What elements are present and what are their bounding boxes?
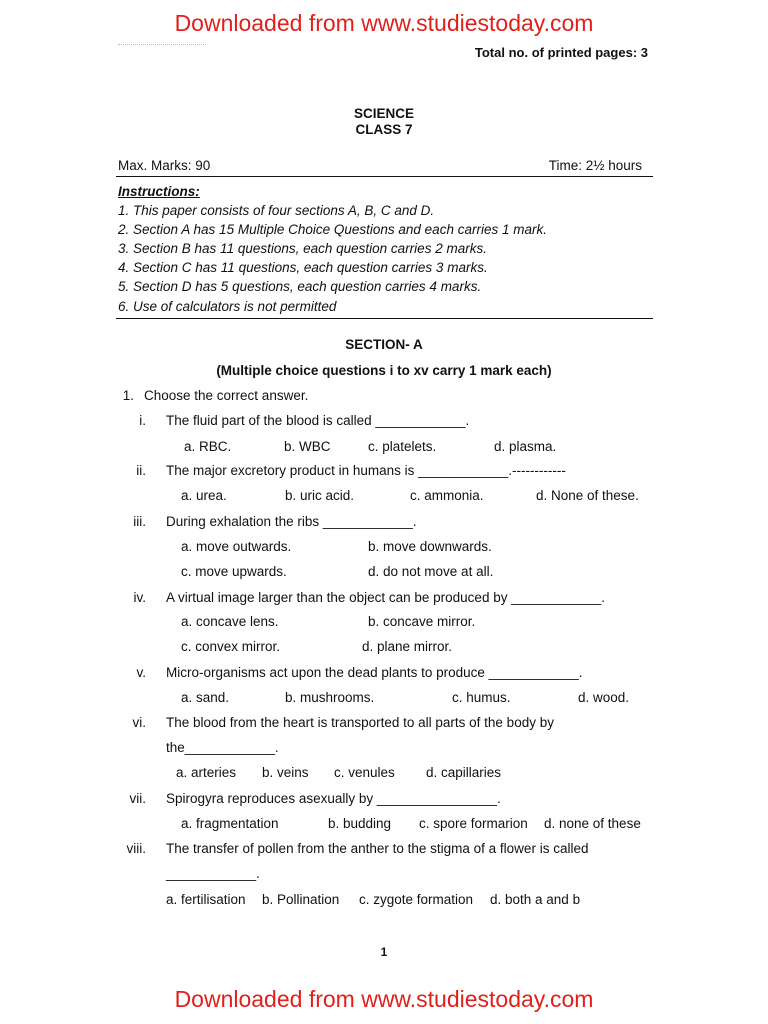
option: d. wood. — [578, 690, 630, 705]
subject-title: SCIENCE — [353, 106, 414, 121]
instructions-heading: Instructions: — [118, 184, 200, 199]
question-number: ii. — [136, 463, 146, 478]
question-text-continued: the____________. — [166, 740, 279, 755]
option: a. RBC. — [184, 439, 232, 454]
option: b. WBC — [284, 439, 331, 454]
printed-pages-note: Total no. of printed pages: 3 — [474, 45, 648, 60]
page-number: 1 — [380, 945, 388, 959]
instruction-item: 4. Section C has 11 questions, each question carries 3 marks. — [118, 260, 488, 275]
option: c. spore formarion — [419, 816, 528, 831]
option: a. urea. — [181, 488, 227, 503]
option: c. platelets. — [368, 439, 437, 454]
option: a. arteries — [176, 765, 237, 780]
question-text: Micro-organisms act upon the dead plants to produce ____________. — [166, 665, 583, 680]
question-number: vii. — [129, 791, 146, 806]
instruction-item: 3. Section B has 11 questions, each question carries 2 marks. — [118, 241, 487, 256]
option: c. zygote formation — [359, 892, 474, 907]
section-title: SECTION- A — [345, 337, 423, 352]
option: b. concave mirror. — [368, 614, 476, 629]
instruction-item: 1. This paper consists of four sections A, B, C and D. — [118, 203, 435, 218]
question-text: Spirogyra reproduces asexually by ________________. — [166, 791, 501, 806]
option: b. budding — [328, 816, 392, 831]
question-number: i. — [139, 413, 146, 428]
option: d. do not move at all. — [368, 564, 494, 579]
question-number: iv. — [133, 590, 146, 605]
time-allowed: Time: 2½ hours — [548, 158, 642, 173]
option: d. none of these — [544, 816, 641, 831]
option: b. move downwards. — [368, 539, 492, 554]
question-number: 1. — [122, 388, 134, 403]
instruction-item: 2. Section A has 15 Multiple Choice Questions and each carries 1 mark. — [118, 222, 547, 237]
option: c. humus. — [452, 690, 511, 705]
class-title: CLASS 7 — [355, 122, 413, 137]
question-text: During exhalation the ribs ____________. — [166, 514, 417, 529]
option: d. None of these. — [536, 488, 639, 503]
option: a. fragmentation — [181, 816, 279, 831]
option: b. mushrooms. — [285, 690, 375, 705]
option: b. uric acid. — [285, 488, 355, 503]
header-divider — [116, 176, 653, 177]
option: c. ammonia. — [410, 488, 484, 503]
option: c. convex mirror. — [181, 639, 281, 654]
option: c. venules — [334, 765, 395, 780]
option: c. move upwards. — [181, 564, 287, 579]
question-text: The major excretory product in humans is ____________.------------ — [166, 463, 566, 478]
option: a. fertilisation — [166, 892, 246, 907]
option: b. Pollination — [262, 892, 340, 907]
option: d. plane mirror. — [362, 639, 453, 654]
option: a. concave lens. — [181, 614, 279, 629]
instruction-item: 5. Section D has 5 questions, each question carries 4 marks. — [118, 279, 482, 294]
question-text: A virtual image larger than the object can be produced by ____________. — [166, 590, 606, 605]
question-number: iii. — [133, 514, 146, 529]
option: a. move outwards. — [181, 539, 292, 554]
section-subtitle: (Multiple choice questions i to xv carry 1 mark each) — [216, 363, 552, 378]
question-number: vi. — [132, 715, 146, 730]
question-text: Choose the correct answer. — [144, 388, 309, 403]
download-banner-bottom: Downloaded from www.studiestoday.com — [174, 986, 594, 1012]
option: d. capillaries — [426, 765, 502, 780]
option: b. veins — [262, 765, 309, 780]
question-text-continued: ____________. — [166, 866, 260, 881]
max-marks: Max. Marks: 90 — [118, 158, 211, 173]
question-number: v. — [136, 665, 146, 680]
question-number: viii. — [126, 841, 146, 856]
question-text: The fluid part of the blood is called ____________. — [166, 413, 470, 428]
scan-artifact — [118, 44, 206, 45]
option: d. plasma. — [494, 439, 557, 454]
option: a. sand. — [181, 690, 230, 705]
question-text: The blood from the heart is transported to all parts of the body by — [166, 715, 554, 730]
download-banner-top: Downloaded from www.studiestoday.com — [174, 10, 594, 36]
instructions-divider — [116, 318, 653, 319]
question-text: The transfer of pollen from the anther to the stigma of a flower is called — [166, 841, 589, 856]
instruction-item: 6. Use of calculators is not permitted — [118, 299, 337, 314]
option: d. both a and b — [490, 892, 581, 907]
